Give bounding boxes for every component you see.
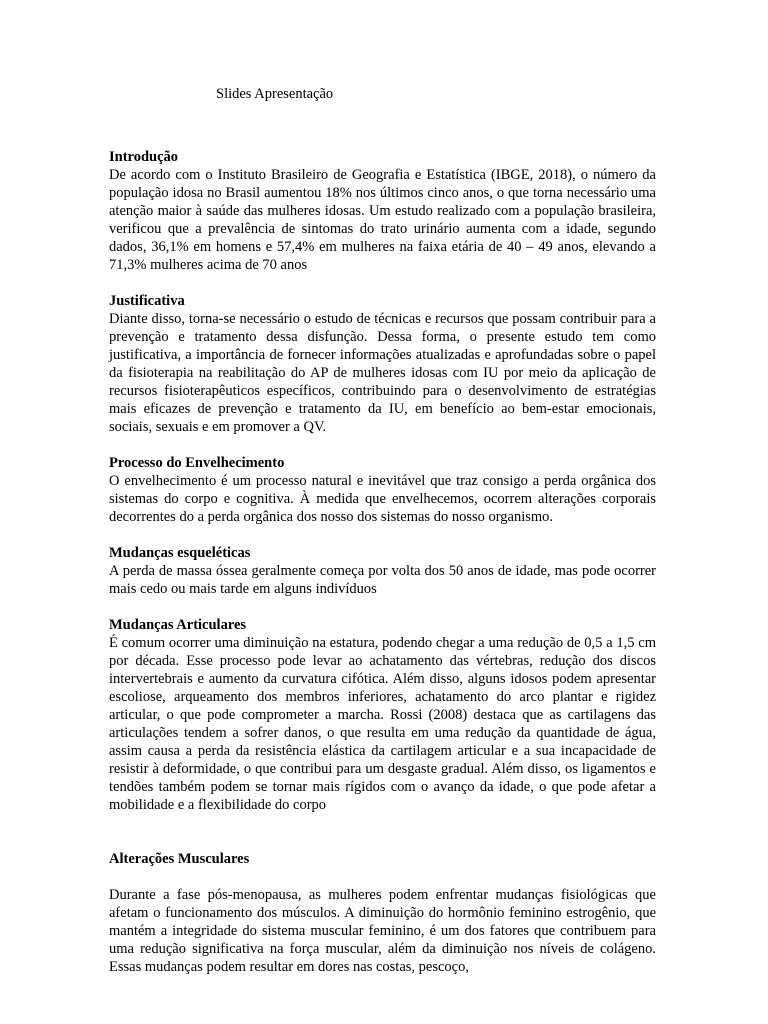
section-heading: Mudanças esqueléticas — [109, 545, 251, 561]
section-mudancas-esqueleticas — [109, 544, 656, 598]
section-heading: Processo do Envelhecimento — [109, 455, 285, 471]
section-alteracoes-musculares — [109, 850, 656, 976]
section-processo-envelhecimento — [109, 454, 656, 526]
section-paragraph: Diante disso, torna-se necessário o estudo de técnicas e recursos que possam contribuir para a prevenção e tratamento dessa disfunção. Dessa forma, o presente estudo tem como justificativa, a importância de fornecer informações atualizadas e aprofundadas sobre o papel da fisioterapia na reabilitação do AP de mulheres idosas com IU por meio da aplicação de recursos fisioterapêuticos específicos, contribuindo para o desenvolvimento de estratégias mais eficazes de prevenção e tratamento da IU, em benefício ao bem-estar emocionais, sociais, sexuais e em promover a QV. — [109, 311, 656, 435]
section-paragraph: É comum ocorrer uma diminuição na estatura, podendo chegar a uma redução de 0,5 a 1,5 cm por década. Esse processo pode levar ao achatamento das vértebras, redução dos discos intervertebrais e aumento da curvatura cifótica. Além disso, alguns idosos podem apresentar escoliose, arqueamento dos membros inferiores, achatamento do arco plantar e rigidez articular, o que pode comprometer a marcha. Rossi (2008) destaca que as cartilagens das articulações tendem a sofrer danos, o que resulta em uma redução da quantidade de água, assim causa a perda da resistência elástica da cartilagem articular e a sua incapacidade de resistir à deformidade, o que contribui para um desgaste gradual. Além disso, os ligamentos e tendões também podem se tornar mais rígidos com o avanço da idade, o que pode afetar a mobilidade e a flexibilidade do corpo — [109, 635, 656, 813]
section-paragraph: Durante a fase pós-menopausa, as mulheres podem enfrentar mudanças fisiológicas que afetam o funcionamento dos músculos. A diminuição do hormônio feminino estrogênio, que mantém a integridade do sistema muscular feminino, é um dos fatores que contribuem para uma redução significativa na força muscular, além da diminuição nos níveis de colágeno. Essas mudanças podem resultar em dores nas costas, pescoço, — [109, 887, 656, 975]
section-heading: Alterações Musculares — [109, 851, 250, 867]
section-mudancas-articulares — [109, 616, 656, 814]
section-paragraph: O envelhecimento é um processo natural e inevitável que traz consigo a perda orgânica dos sistemas do corpo e cognitiva. À medida que envelhecemos, ocorrem alterações corporais decorrentes do a perda orgânica dos nosso dos sistemas do nosso organismo. — [109, 473, 656, 525]
section-heading: Mudanças Articulares — [109, 617, 247, 633]
section-heading: Justificativa — [109, 293, 185, 309]
section-paragraph: De acordo com o Instituto Brasileiro de Geografia e Estatística (IBGE, 2018), o número da população idosa no Brasil aumentou 18% nos últimos cinco anos, o que torna necessário uma atenção maior à saúde das mulheres idosas. Um estudo realizado com a população brasileira, verificou que a prevalência de sintomas do trato urinário aumenta com a idade, segundo dados, 36,1% em homens e 57,4% em mulheres na faixa etária de 40 – 49 anos, elevando a 71,3% mulheres acima de 70 anos — [109, 167, 656, 273]
section-introducao — [109, 148, 656, 274]
section-justificativa — [109, 292, 656, 436]
section-heading: Introdução — [109, 149, 179, 165]
document-title: Slides Apresentação — [216, 86, 334, 102]
section-paragraph: A perda de massa óssea geralmente começa por volta dos 50 anos de idade, mas pode ocorrer mais cedo ou mais tarde em alguns indivíduos — [109, 563, 656, 597]
document-body — [109, 148, 656, 976]
